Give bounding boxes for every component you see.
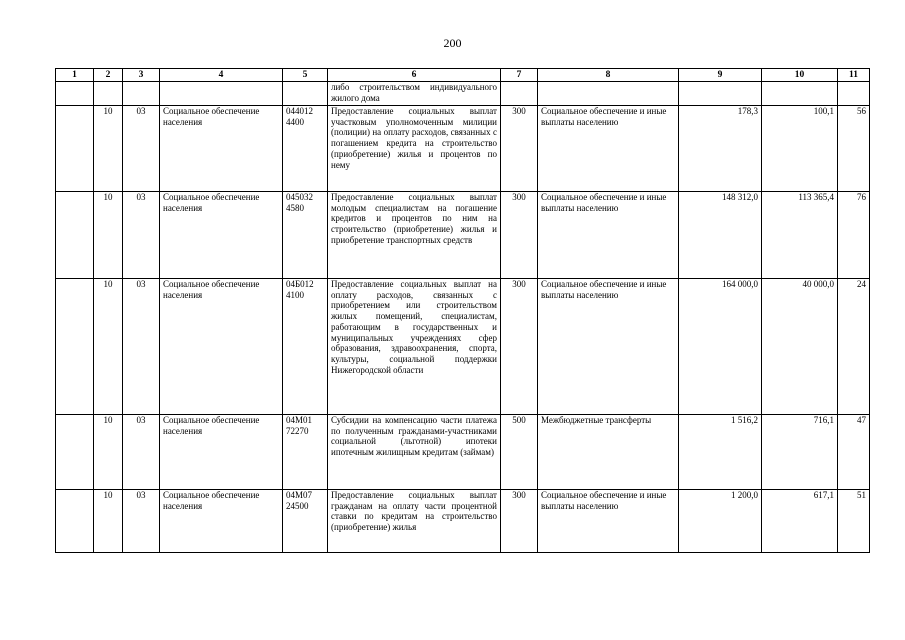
continuation-row [56,82,870,106]
target-code-cell: 04М01 72270 [283,415,328,490]
expense-type-name-cell: Социальное обеспечение и иные выплаты населению [538,490,679,553]
purpose-cell: Предоставление социальных выплат молодым специалистам на погашение кредитов и процентов по ним на строительство (приобретение) жилья и приобретение транспортных средств [328,192,501,279]
section-cell: 10 [94,490,123,553]
column-header: 6 [328,69,501,82]
table-row [56,106,870,192]
target-code-cell: 04Б012 4100 [283,279,328,415]
executed-amount-cell: 40 000,0 [762,279,838,415]
planned-amount-cell: 148 312,0 [679,192,762,279]
target-code-cell: 04М07 24500 [283,490,328,553]
planned-amount-cell: 1 516,2 [679,415,762,490]
target-code-cell: 045032 4580 [283,192,328,279]
column-header: 1 [56,69,94,82]
page-number: 200 [443,36,462,50]
subsection-name-cell: Социальное обеспечение населения [160,106,283,192]
subsection-cell: 03 [123,192,160,279]
table-row [56,279,870,415]
purpose-cell: либо строительством индивидуального жилого дома [328,82,501,106]
subsection-cell: 03 [123,415,160,490]
executed-amount-cell: 113 365,4 [762,192,838,279]
subsection-name-cell: Социальное обеспечение населения [160,415,283,490]
section-cell: 10 [94,279,123,415]
column-header: 2 [94,69,123,82]
expense-type-name-cell: Социальное обеспечение и иные выплаты населению [538,279,679,415]
percent-cell: 51 [838,490,870,553]
subsection-cell: 03 [123,490,160,553]
column-header: 3 [123,69,160,82]
subsection-cell: 03 [123,106,160,192]
column-header: 10 [762,69,838,82]
expense-type-cell: 300 [501,106,538,192]
executed-amount-cell: 100,1 [762,106,838,192]
purpose-cell: Субсидии на компенсацию части платежа по полученным гражданами-участниками социальной (льготной) ипотеки ипотечным жилищным кредитам (займам) [328,415,501,490]
percent-cell: 56 [838,106,870,192]
planned-amount-cell: 164 000,0 [679,279,762,415]
column-header: 7 [501,69,538,82]
budget-table [55,68,870,553]
subsection-name-cell: Социальное обеспечение населения [160,490,283,553]
column-header: 8 [538,69,679,82]
expense-type-cell: 500 [501,415,538,490]
purpose-cell: Предоставление социальных выплат на оплату расходов, связанных с приобретением или строительством жилых помещений, специалистам, работающим в государственных и муниципальных учреждениях сфер образования, здравоохранения, спорта, культуры, социальной поддержки Нижегородской области [328,279,501,415]
section-cell: 10 [94,415,123,490]
percent-cell: 24 [838,279,870,415]
expense-type-name-cell: Социальное обеспечение и иные выплаты населению [538,106,679,192]
table-row [56,415,870,490]
column-header: 5 [283,69,328,82]
purpose-cell: Предоставление социальных выплат гражданам на оплату части процентной ставки по кредитам на строительство (приобретение) жилья [328,490,501,553]
expense-type-cell: 300 [501,490,538,553]
percent-cell: 76 [838,192,870,279]
purpose-cell: Предоставление социальных выплат участковым уполномоченным милиции (полиции) на оплату расходов, связанных с погашением кредита на строительство (приобретение) жилья и процентов по нему [328,106,501,192]
executed-amount-cell: 716,1 [762,415,838,490]
planned-amount-cell: 178,3 [679,106,762,192]
column-header: 4 [160,69,283,82]
expense-type-cell: 300 [501,279,538,415]
expense-type-cell: 300 [501,192,538,279]
section-cell: 10 [94,192,123,279]
executed-amount-cell: 617,1 [762,490,838,553]
subsection-cell: 03 [123,279,160,415]
percent-cell: 47 [838,415,870,490]
table-row [56,490,870,553]
subsection-name-cell: Социальное обеспечение населения [160,279,283,415]
table-row [56,192,870,279]
column-header: 11 [838,69,870,82]
target-code-cell: 044012 4400 [283,106,328,192]
subsection-name-cell: Социальное обеспечение населения [160,192,283,279]
column-header: 9 [679,69,762,82]
expense-type-name-cell: Межбюджетные трансферты [538,415,679,490]
header-row [56,69,870,82]
planned-amount-cell: 1 200,0 [679,490,762,553]
section-cell: 10 [94,106,123,192]
expense-type-name-cell: Социальное обеспечение и иные выплаты населению [538,192,679,279]
